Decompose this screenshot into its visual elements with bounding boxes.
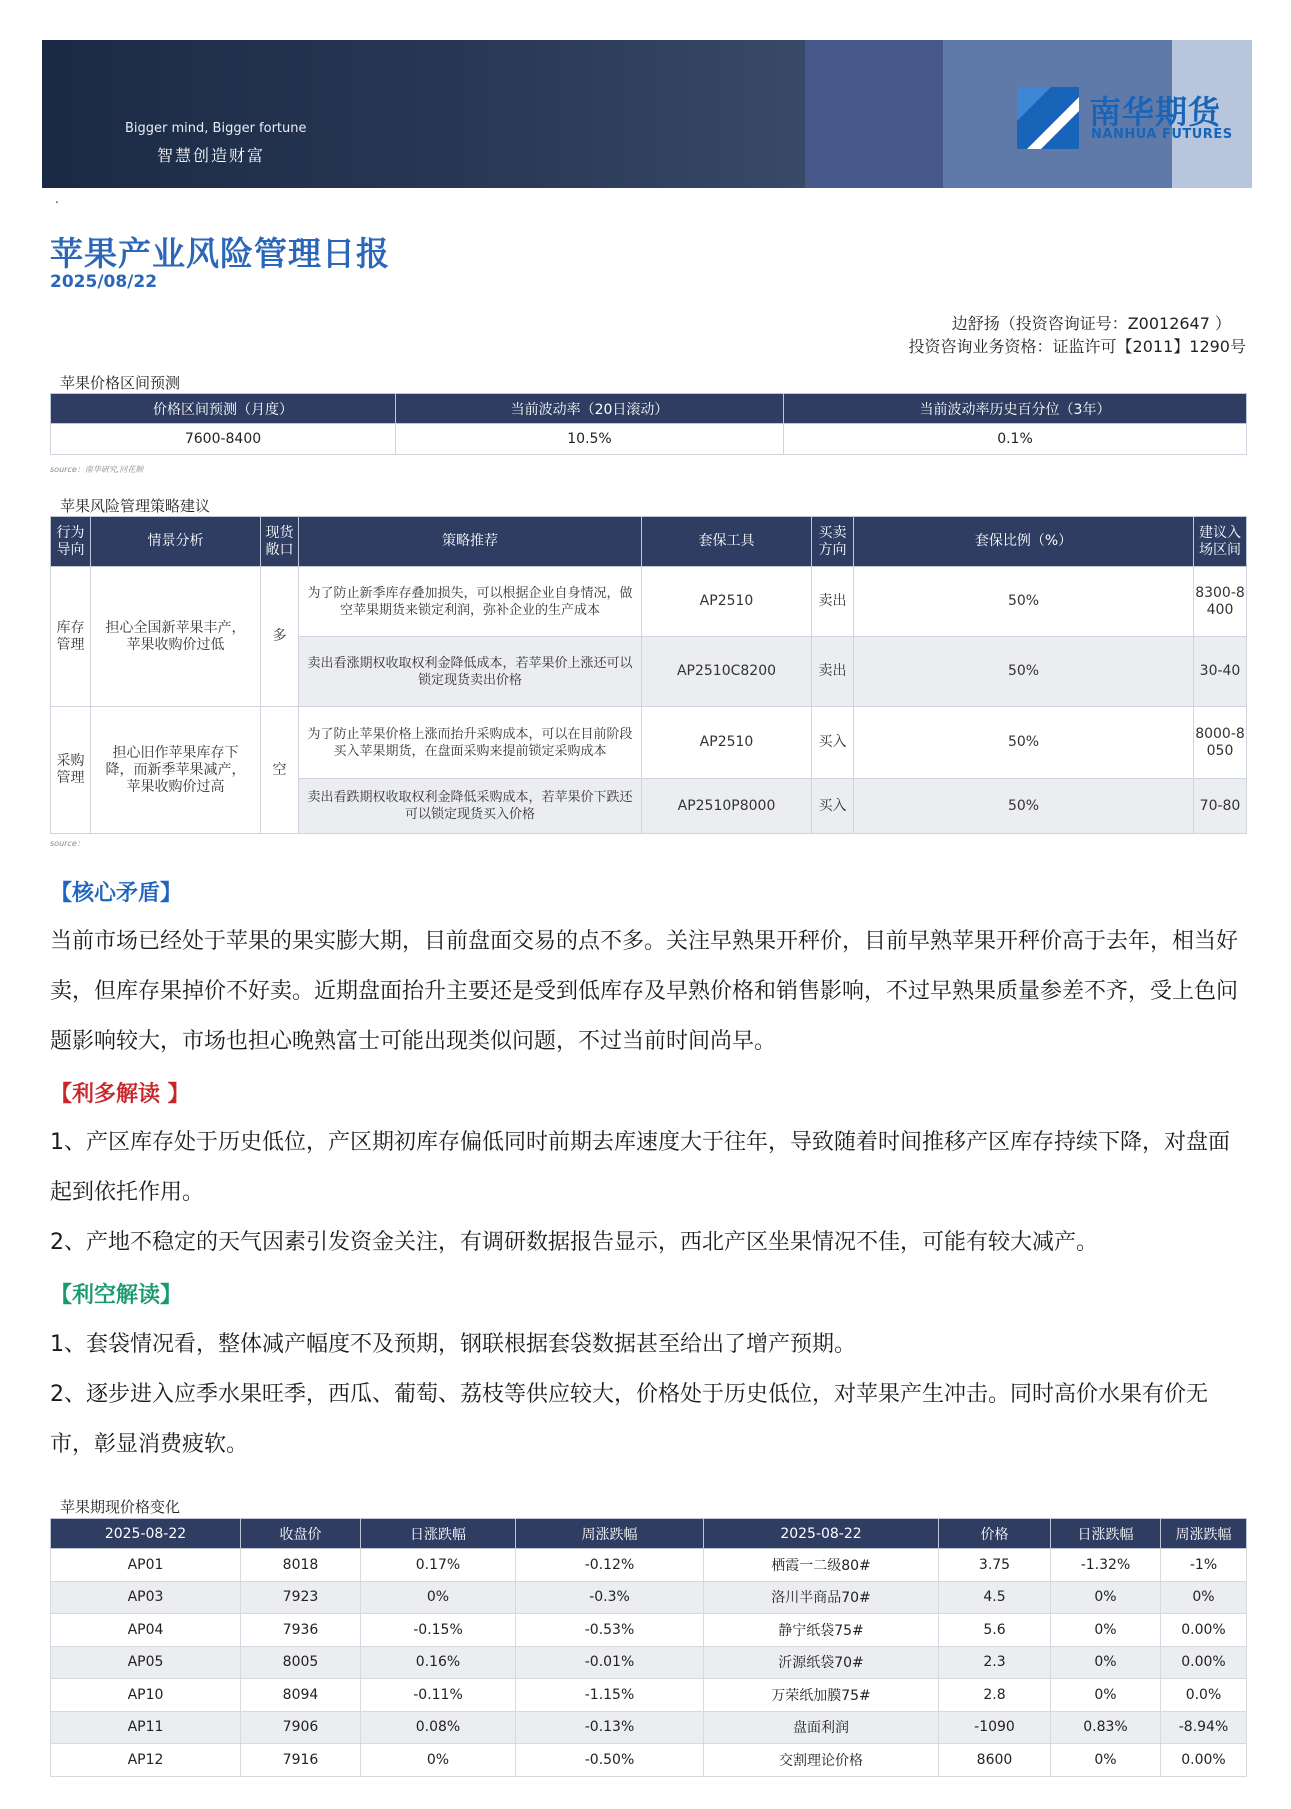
table-cell: 0.83% — [1051, 1711, 1161, 1744]
bearish-heading: 【利空解读】 — [50, 1283, 183, 1308]
table-row — [51, 1581, 1247, 1614]
page-marker: . — [55, 192, 59, 206]
table-cell: AP03 — [51, 1581, 241, 1614]
logo-mark-icon — [1017, 87, 1079, 149]
slogan-chinese: 智慧创造财富 — [157, 146, 266, 165]
ratio-cell: 50% — [854, 637, 1194, 707]
table-header: 价格 — [939, 1519, 1051, 1549]
prices-table — [50, 1518, 1247, 1777]
table-header: 情景分析 — [91, 517, 261, 567]
strategy-cell: 卖出看跌期权收取权利金降低采购成本，若苹果价下跌还可以锁定现货买入价格 — [299, 779, 642, 834]
ratio-cell: 50% — [854, 567, 1194, 637]
table-cell: AP05 — [51, 1646, 241, 1679]
table-cell: 7600-8400 — [51, 424, 396, 455]
table-cell: AP04 — [51, 1614, 241, 1647]
table-cell: 4.5 — [939, 1581, 1051, 1614]
behavior-cell: 采购 管理 — [51, 707, 91, 834]
bullish-heading: 【利多解读 】 — [50, 1082, 190, 1107]
table-header: 行为 导向 — [51, 517, 91, 567]
report-date: 2025/08/22 — [50, 272, 158, 292]
strategy-table — [50, 516, 1247, 834]
tool-cell: AP2510P8000 — [642, 779, 812, 834]
table-header-row — [51, 394, 1247, 424]
table-row — [51, 1679, 1247, 1712]
table-header: 周涨跌幅 — [516, 1519, 704, 1549]
report-title: 苹果产业风险管理日报 — [50, 234, 390, 273]
logo-name-english: NANHUA FUTURES — [1091, 127, 1233, 142]
table-cell: -0.50% — [516, 1744, 704, 1777]
range-cell: 30-40 — [1194, 637, 1247, 707]
table-cell: 8005 — [241, 1646, 361, 1679]
table-row — [51, 1549, 1247, 1582]
table-cell: AP12 — [51, 1744, 241, 1777]
table-cell: 0.08% — [361, 1711, 516, 1744]
table-cell: 0.00% — [1161, 1614, 1247, 1647]
table-cell: 7916 — [241, 1744, 361, 1777]
table-cell: -1090 — [939, 1711, 1051, 1744]
source-note: source： — [50, 839, 85, 848]
direction-cell: 卖出 — [812, 637, 854, 707]
table-header: 日涨跌幅 — [1051, 1519, 1161, 1549]
tool-cell: AP2510C8200 — [642, 637, 812, 707]
table-cell: 3.75 — [939, 1549, 1051, 1582]
table-cell: 0.0% — [1161, 1679, 1247, 1712]
table-header: 现货 敞口 — [261, 517, 299, 567]
table-cell: 7936 — [241, 1614, 361, 1647]
table-cell: -0.13% — [516, 1711, 704, 1744]
table-row — [51, 424, 1247, 455]
ratio-cell: 50% — [854, 707, 1194, 779]
table-cell: AP01 — [51, 1549, 241, 1582]
behavior-cell: 库存 管理 — [51, 567, 91, 707]
table-cell: 0% — [1051, 1614, 1161, 1647]
slogan-english: Bigger mind, Bigger fortune — [125, 121, 307, 136]
strategy-cell: 卖出看涨期权收取权利金降低成本，若苹果价上涨还可以锁定现货卖出价格 — [299, 637, 642, 707]
table-cell: 0.1% — [784, 424, 1247, 455]
table-cell: 交割理论价格 — [704, 1744, 939, 1777]
direction-cell: 买入 — [812, 779, 854, 834]
table-cell: 8094 — [241, 1679, 361, 1712]
table-row — [51, 1614, 1247, 1647]
table-cell: AP10 — [51, 1679, 241, 1712]
table-cell: -0.15% — [361, 1614, 516, 1647]
direction-cell: 买入 — [812, 707, 854, 779]
table-cell: 0% — [1051, 1744, 1161, 1777]
report-license: 投资咨询业务资格：证监许可【2011】1290号 — [908, 337, 1246, 356]
table-cell: 静宁纸袋75# — [704, 1614, 939, 1647]
table-cell: 7906 — [241, 1711, 361, 1744]
table-header: 套保比例（%） — [854, 517, 1194, 567]
table-cell: 0.00% — [1161, 1646, 1247, 1679]
prices-label: 苹果期现价格变化 — [60, 1498, 181, 1516]
table-cell: -0.01% — [516, 1646, 704, 1679]
bearish-item: 2、逐步进入应季水果旺季，西瓜、葡萄、荔枝等供应较大，价格处于历史低位，对苹果产生冲击。同时高价水果有价无市，彰显消费疲软。 — [50, 1382, 1209, 1457]
bearish-item: 1、套袋情况看，整体减产幅度不及预期，钢联根据套袋数据甚至给出了增产预期。 — [50, 1332, 856, 1357]
table-header: 周涨跌幅 — [1161, 1519, 1247, 1549]
table-cell: 2.8 — [939, 1679, 1051, 1712]
table-header: 套保工具 — [642, 517, 812, 567]
price-range-table — [50, 393, 1247, 455]
table-cell: 0% — [1051, 1581, 1161, 1614]
banner-panel — [805, 40, 943, 188]
table-header: 价格区间预测（月度） — [51, 394, 396, 424]
range-cell: 8000-8 050 — [1194, 707, 1247, 779]
table-cell: 0.17% — [361, 1549, 516, 1582]
table-cell: -0.3% — [516, 1581, 704, 1614]
table-row — [51, 1646, 1247, 1679]
table-cell: -8.94% — [1161, 1711, 1247, 1744]
report-author: 边舒扬（投资咨询证号：Z0012647 ） — [951, 314, 1231, 333]
core-heading: 【核心矛盾】 — [50, 881, 183, 906]
ratio-cell: 50% — [854, 779, 1194, 834]
source-note: source：南华研究,同花顺 — [50, 465, 144, 474]
scenario-cell: 担心旧作苹果库存下降，而新季苹果减产，苹果收购价过高 — [91, 707, 261, 834]
table-cell: 万荣纸加膜75# — [704, 1679, 939, 1712]
core-paragraph: 当前市场已经处于苹果的果实膨大期，目前盘面交易的点不多。关注早熟果开秤价，目前早熟苹果开秤价高于去年，相当好卖，但库存果掉价不好卖。近期盘面抬升主要还是受到低库存及早熟价格和销售影响，不过早熟果质量参差不齐，受上色问题影响较大，市场也担心晚熟富士可能出现类似问题，不过当前时间尚早。 — [50, 929, 1239, 1054]
table-cell: 盘面利润 — [704, 1711, 939, 1744]
table-cell: 沂源纸袋70# — [704, 1646, 939, 1679]
header-banner — [42, 40, 1252, 188]
range-cell: 70-80 — [1194, 779, 1247, 834]
tool-cell: AP2510 — [642, 567, 812, 637]
table-row — [51, 567, 1247, 637]
table-cell: 栖霞一二级80# — [704, 1549, 939, 1582]
tool-cell: AP2510 — [642, 707, 812, 779]
bullish-item: 2、产地不稳定的天气因素引发资金关注，有调研数据报告显示，西北产区坐果情况不佳，可能有较大减产。 — [50, 1230, 1099, 1255]
scenario-cell: 担心全国新苹果丰产，苹果收购价过低 — [91, 567, 261, 707]
table-cell: 2.3 — [939, 1646, 1051, 1679]
table-header: 建议入 场区间 — [1194, 517, 1247, 567]
range-cell: 8300-8 400 — [1194, 567, 1247, 637]
table-cell: 8600 — [939, 1744, 1051, 1777]
strategy-cell: 为了防止苹果价格上涨而抬升采购成本，可以在目前阶段买入苹果期货，在盘面采购来提前锁定采购成本 — [299, 707, 642, 779]
strategy-label: 苹果风险管理策略建议 — [60, 497, 211, 515]
table-cell: 0.00% — [1161, 1744, 1247, 1777]
table-cell: 0% — [1161, 1581, 1247, 1614]
table-header-row — [51, 517, 1247, 567]
table-cell: 0% — [361, 1744, 516, 1777]
strategy-cell: 为了防止新季库存叠加损失，可以根据企业自身情况，做空苹果期货来锁定利润，弥补企业的生产成本 — [299, 567, 642, 637]
direction-cell: 卖出 — [812, 567, 854, 637]
table-header: 当前波动率（20日滚动） — [396, 394, 784, 424]
table-header: 当前波动率历史百分位（3年） — [784, 394, 1247, 424]
table-header: 收盘价 — [241, 1519, 361, 1549]
table-cell: -0.11% — [361, 1679, 516, 1712]
table-cell: -0.12% — [516, 1549, 704, 1582]
table-cell: 0.16% — [361, 1646, 516, 1679]
exposure-cell: 多 — [261, 567, 299, 707]
table-cell: 5.6 — [939, 1614, 1051, 1647]
table-cell: 10.5% — [396, 424, 784, 455]
table-header: 2025-08-22 — [51, 1519, 241, 1549]
prices-table-body — [51, 1549, 1247, 1777]
table-cell: 7923 — [241, 1581, 361, 1614]
table-cell: 洛川半商品70# — [704, 1581, 939, 1614]
table-cell: AP11 — [51, 1711, 241, 1744]
table-cell: -1.32% — [1051, 1549, 1161, 1582]
table-cell: 0% — [1051, 1646, 1161, 1679]
exposure-cell: 空 — [261, 707, 299, 834]
table-cell: -1% — [1161, 1549, 1247, 1582]
table-cell: -0.53% — [516, 1614, 704, 1647]
table-row — [51, 707, 1247, 779]
table-cell: 0% — [361, 1581, 516, 1614]
table-cell: 0% — [1051, 1679, 1161, 1712]
table-cell: -1.15% — [516, 1679, 704, 1712]
table-row — [51, 1711, 1247, 1744]
table-header: 策略推荐 — [299, 517, 642, 567]
table-row — [51, 1744, 1247, 1777]
table-cell: 8018 — [241, 1549, 361, 1582]
price-range-label: 苹果价格区间预测 — [60, 374, 181, 392]
bullish-item: 1、产区库存处于历史低位，产区期初库存偏低同时前期去库速度大于往年，导致随着时间推移产区库存持续下降，对盘面起到依托作用。 — [50, 1130, 1231, 1205]
table-header: 买卖 方向 — [812, 517, 854, 567]
table-header-row — [51, 1519, 1247, 1549]
table-header: 日涨跌幅 — [361, 1519, 516, 1549]
table-header: 2025-08-22 — [704, 1519, 939, 1549]
logo-name-chinese: 南华期货 — [1089, 93, 1222, 131]
company-logo — [1017, 85, 1252, 145]
